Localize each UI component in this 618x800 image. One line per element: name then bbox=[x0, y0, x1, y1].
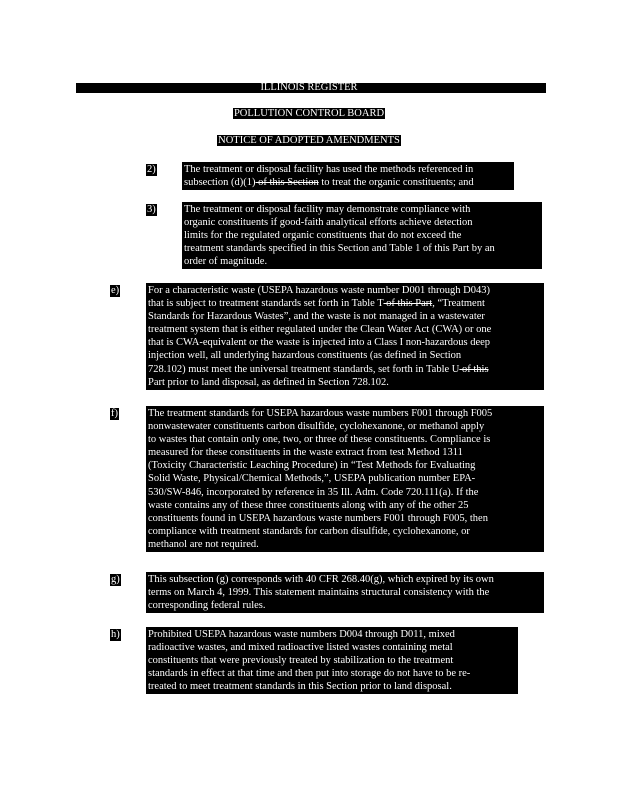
paragraph-line bbox=[148, 363, 542, 376]
item-label: 3) bbox=[147, 204, 156, 215]
notice-title: NOTICE OF ADOPTED AMENDMENTS bbox=[218, 135, 400, 146]
paragraph-line: For a characteristic waste (USEPA hazardous waste number D001 through D043) bbox=[148, 285, 490, 296]
item-paragraph bbox=[146, 627, 518, 694]
paragraph-line: Solid Waste, Physical/Chemical Methods,”, USEPA publication number EPA- bbox=[148, 473, 476, 485]
paragraph-line: methanol are not required. bbox=[148, 538, 259, 550]
line-text: , “Treatment bbox=[432, 298, 485, 310]
item-label: h) bbox=[111, 629, 120, 640]
line-text: to treat the organic constituents; and bbox=[318, 177, 474, 189]
paragraph-line: corresponding federal rules. bbox=[148, 600, 266, 612]
item-paragraph bbox=[146, 406, 544, 552]
paragraph-line bbox=[148, 297, 542, 310]
paragraph-line: 530/SW-846, incorporated by reference in 35 Ill. Adm. Code 720.111(a). If the bbox=[148, 486, 479, 498]
deleted-text: of this bbox=[459, 363, 489, 375]
paragraph-line: Standards for Hazardous Wastes”, and the waste is not managed in a wastewater bbox=[148, 311, 485, 323]
paragraph-line: measured for these constituents in the waste extract from test Method 1311 bbox=[148, 447, 463, 459]
paragraph-line: (Toxicity Characteristic Leaching Procedure) in “Test Methods for Evaluating bbox=[148, 460, 476, 472]
line-text: 728.102) must meet the universal treatment standards, set forth in Table U bbox=[148, 363, 460, 375]
paragraph-line: nonwastewater constituents carbon disulfide, cyclohexanone, or methanol apply bbox=[148, 421, 485, 433]
paragraph-line: organic constituents if good-faith analytical efforts achieve detection bbox=[184, 217, 473, 229]
line-text: subsection (d)(1) bbox=[184, 177, 256, 189]
paragraph-line: Part prior to land disposal, as defined in Section 728.102. bbox=[148, 376, 389, 388]
item-label: g) bbox=[111, 574, 120, 585]
item-label: e) bbox=[111, 285, 120, 296]
paragraph-line: that is CWA-equivalent or the waste is injected into a Class I non-hazardous deep bbox=[148, 337, 491, 349]
paragraph-line: terms on March 4, 1999. This statement maintains structural consistency with the bbox=[148, 587, 490, 599]
item-paragraph bbox=[146, 283, 544, 390]
paragraph-line: compliance with treatment standards for carbon disulfide, cyclohexanone, or bbox=[148, 525, 470, 537]
paragraph-line: The treatment standards for USEPA hazardous waste numbers F001 through F005 bbox=[148, 408, 493, 419]
item-paragraph bbox=[182, 202, 542, 269]
paragraph-line: order of magnitude. bbox=[184, 256, 268, 268]
paragraph-line: treatment standards specified in this Section and Table 1 of this Part by an bbox=[184, 243, 495, 255]
paragraph-line: The treatment or disposal facility has used the methods referenced in bbox=[184, 164, 474, 175]
line-text: that is subject to treatment standards set forth in Table T bbox=[148, 298, 384, 310]
paragraph-line: constituents found in USEPA hazardous waste numbers F001 through F005, then bbox=[148, 512, 488, 524]
paragraph-line: Prohibited USEPA hazardous waste numbers D004 through D011, mixed bbox=[148, 629, 455, 640]
paragraph-line: standards in effect at that time and then put into storage do not have to be re- bbox=[148, 668, 471, 680]
paragraph-line: limits for the regulated organic constituents that do not exceed the bbox=[184, 230, 462, 242]
paragraph-line: to wastes that contain only one, two, or three of these constituents. Compliance is bbox=[148, 434, 491, 446]
paragraph-line: treated to meet treatment standards in this Section prior to land disposal. bbox=[148, 681, 452, 693]
paragraph-line: constituents that were previously treated by stabilization to the treatment bbox=[148, 655, 454, 667]
paragraph-line bbox=[184, 176, 512, 189]
paragraph-line: radioactive wastes, and mixed radioactive listed wastes containing metal bbox=[148, 642, 453, 654]
paragraph-line: This subsection (g) corresponds with 40 CFR 268.40(g), which expired by its own bbox=[148, 574, 494, 585]
register-title: ILLINOIS REGISTER bbox=[260, 82, 358, 93]
paragraph-line: treatment system that is either regulated under the Clean Water Act (CWA) or one bbox=[148, 324, 492, 336]
item-label: f) bbox=[111, 408, 118, 419]
deleted-text: of this Section bbox=[255, 177, 319, 189]
item-paragraph bbox=[146, 572, 544, 613]
board-name: POLLUTION CONTROL BOARD bbox=[233, 108, 385, 119]
paragraph-line: waste contains any of these three constituents along with any of the other 25 bbox=[148, 499, 469, 511]
item-label: 2) bbox=[147, 164, 156, 175]
paragraph-line: The treatment or disposal facility may demonstrate compliance with bbox=[184, 204, 471, 215]
item-paragraph bbox=[182, 162, 514, 190]
paragraph-line: injection well, all underlying hazardous constituents (as defined in Section bbox=[148, 350, 462, 362]
deleted-text: of this Part bbox=[383, 298, 433, 310]
